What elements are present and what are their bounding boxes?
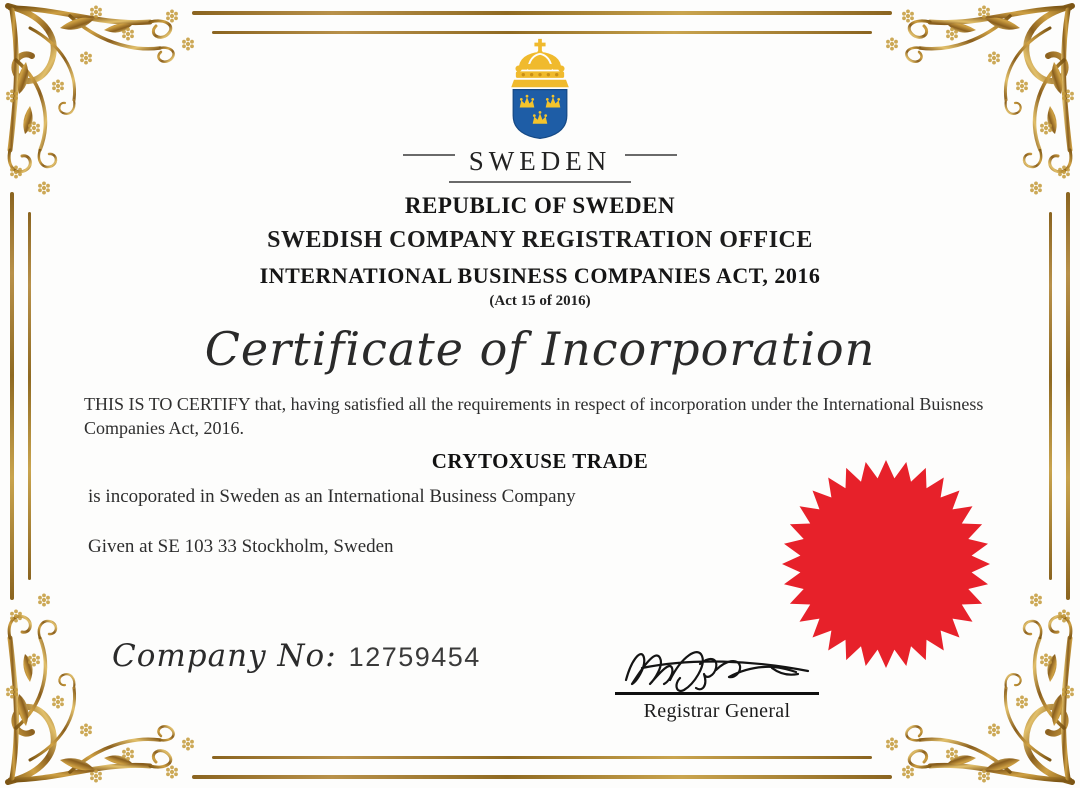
company-number-label: Company No: (112, 638, 337, 674)
border-line-top-inner (212, 31, 872, 34)
border-line-right-inner (1049, 212, 1052, 580)
given-at-line: Given at SE 103 33 Stockholm, Sweden (88, 535, 394, 557)
border-line-top-outer (192, 11, 892, 15)
sweden-coat-of-arms-icon (60, 38, 1020, 183)
signature-rule (615, 692, 819, 695)
signature-block (612, 630, 822, 723)
company-name: CRYTOXUSE TRADE (431, 448, 649, 473)
signature-icon (612, 630, 822, 692)
border-line-right-outer (1066, 192, 1070, 600)
floral-ornament-icon-bottom-left (0, 583, 205, 788)
company-number-row (112, 638, 481, 674)
border-line-bottom-outer (192, 775, 892, 779)
company-number-value: 12759454 (348, 642, 481, 672)
emblem-underline (449, 181, 631, 183)
emblem-country-label: SWEDEN (468, 146, 612, 176)
certificate-title: Certificate of Incorporation (204, 322, 876, 376)
border-line-bottom-inner (212, 756, 872, 759)
emblem-rule-right (625, 154, 677, 156)
emblem-rule-left (403, 154, 455, 156)
heading-act-number: (Act 15 of 2016) (489, 293, 591, 309)
certify-paragraph: THIS IS TO CERTIFY that, having satisfied all the requirements in respect of incorporation under the International Buisness Companies Act, 2016. (84, 394, 984, 439)
border-line-left-outer (10, 192, 14, 600)
three-crowns-shield-icon (505, 88, 575, 140)
royal-crown-icon (498, 38, 582, 90)
heading-companies-act: INTERNATIONAL BUSINESS COMPANIES ACT, 2016 (259, 263, 821, 288)
border-line-left-inner (28, 212, 31, 580)
heading-registration-office: SWEDISH COMPANY REGISTRATION OFFICE (267, 227, 813, 253)
incorporated-line: is incoporated in Sweden as an International Business Company (88, 485, 576, 507)
heading-republic: REPUBLIC OF SWEDEN (404, 193, 676, 218)
registrar-general-label: Registrar General (643, 700, 791, 722)
